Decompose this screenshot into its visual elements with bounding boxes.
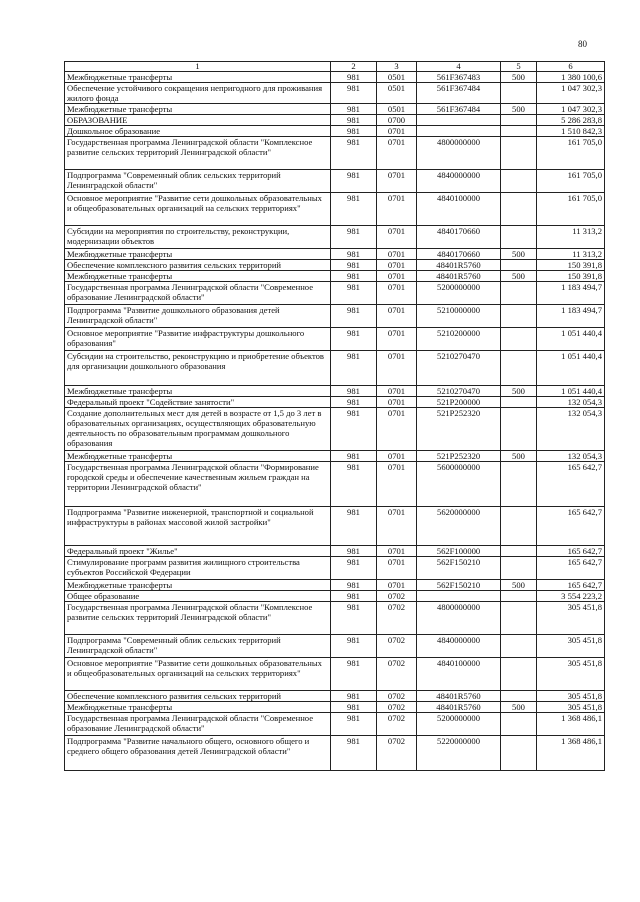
cell-grbs-code: 981: [331, 83, 377, 104]
cell-amount: 11 313,2: [537, 249, 605, 260]
cell-amount: 161 705,0: [537, 193, 605, 226]
table-row: [65, 602, 605, 635]
cell-name: Общее образование: [65, 591, 331, 602]
cell-grbs-code: 981: [331, 691, 377, 702]
cell-target-code: 4840170660: [417, 249, 501, 260]
cell-grbs-code: 981: [331, 736, 377, 771]
cell-name: Государственная программа Ленинградской области "Комплексное развитие сельских территорий Ленинградской области": [65, 137, 331, 170]
cell-name: Подпрограмма "Развитие дошкольного образования детей Ленинградской области": [65, 305, 331, 328]
table-row: [65, 546, 605, 557]
cell-name: Межбюджетные трансферты: [65, 702, 331, 713]
cell-amount: 3 554 223,2: [537, 591, 605, 602]
cell-amount: 305 451,8: [537, 702, 605, 713]
cell-grbs-code: 981: [331, 115, 377, 126]
cell-section-code: 0701: [377, 305, 417, 328]
cell-expense-type: [501, 126, 537, 137]
cell-amount: 1 380 100,6: [537, 72, 605, 83]
table-header-row: [65, 62, 605, 72]
cell-amount: 165 642,7: [537, 546, 605, 557]
cell-grbs-code: 981: [331, 226, 377, 249]
cell-expense-type: [501, 507, 537, 546]
table-row: [65, 507, 605, 546]
table-row: [65, 115, 605, 126]
table-row: [65, 305, 605, 328]
cell-section-code: 0701: [377, 462, 417, 507]
table-row: [65, 226, 605, 249]
column-header: 1: [65, 62, 331, 72]
cell-expense-type: [501, 713, 537, 736]
page-number: 80: [578, 39, 587, 49]
cell-expense-type: [501, 557, 537, 580]
cell-target-code: 5200000000: [417, 713, 501, 736]
cell-grbs-code: 981: [331, 282, 377, 305]
cell-target-code: 5620000000: [417, 507, 501, 546]
cell-target-code: [417, 115, 501, 126]
cell-amount: 1 047 302,3: [537, 104, 605, 115]
cell-expense-type: 500: [501, 451, 537, 462]
cell-amount: 132 054,3: [537, 397, 605, 408]
cell-target-code: 4840000000: [417, 170, 501, 193]
cell-grbs-code: 981: [331, 658, 377, 691]
cell-target-code: 48401R5760: [417, 271, 501, 282]
cell-target-code: [417, 591, 501, 602]
cell-expense-type: [501, 115, 537, 126]
cell-target-code: 5220000000: [417, 736, 501, 771]
cell-target-code: 5600000000: [417, 462, 501, 507]
cell-expense-type: 500: [501, 271, 537, 282]
cell-expense-type: 500: [501, 104, 537, 115]
cell-target-code: 5210270470: [417, 386, 501, 397]
cell-section-code: 0701: [377, 137, 417, 170]
cell-expense-type: [501, 260, 537, 271]
cell-expense-type: [501, 462, 537, 507]
cell-grbs-code: 981: [331, 193, 377, 226]
table-row: [65, 713, 605, 736]
cell-grbs-code: 981: [331, 137, 377, 170]
cell-section-code: 0702: [377, 602, 417, 635]
cell-section-code: 0701: [377, 193, 417, 226]
cell-grbs-code: 981: [331, 328, 377, 351]
cell-amount: 1 183 494,7: [537, 305, 605, 328]
cell-amount: 11 313,2: [537, 226, 605, 249]
cell-expense-type: 500: [501, 386, 537, 397]
cell-name: Межбюджетные трансферты: [65, 72, 331, 83]
column-header: 4: [417, 62, 501, 72]
cell-section-code: 0702: [377, 635, 417, 658]
cell-target-code: 4840100000: [417, 658, 501, 691]
cell-grbs-code: 981: [331, 351, 377, 386]
table-row: [65, 635, 605, 658]
table-row: [65, 691, 605, 702]
table-row: [65, 557, 605, 580]
cell-amount: 1 051 440,4: [537, 386, 605, 397]
cell-amount: 1 368 486,1: [537, 736, 605, 771]
cell-name: Государственная программа Ленинградской области "Современное образование Ленинградской области": [65, 282, 331, 305]
cell-target-code: 521P252320: [417, 408, 501, 451]
cell-expense-type: [501, 546, 537, 557]
cell-name: Дошкольное образование: [65, 126, 331, 137]
cell-target-code: 48401R5760: [417, 691, 501, 702]
cell-target-code: 5210200000: [417, 328, 501, 351]
cell-name: Подпрограмма "Развитие инженерной, транспортной и социальной инфраструктуры в районах массовой жилой застройки": [65, 507, 331, 546]
cell-name: Государственная программа Ленинградской области "Формирование городской среды и обеспечение качественным жильем граждан на территории Ленинградской области": [65, 462, 331, 507]
cell-expense-type: [501, 137, 537, 170]
cell-grbs-code: 981: [331, 702, 377, 713]
table-row: [65, 137, 605, 170]
cell-section-code: 0701: [377, 226, 417, 249]
cell-target-code: 562F150210: [417, 580, 501, 591]
cell-target-code: 5210270470: [417, 351, 501, 386]
cell-name: Создание дополнительных мест для детей в возрасте от 1,5 до 3 лет в образовательных организациях, осуществляющих образовательную деятельность по образовательным программам дошкольного образования: [65, 408, 331, 451]
cell-section-code: 0702: [377, 591, 417, 602]
cell-name: Подпрограмма "Развитие начального общего, основного общего и среднего общего образования детей Ленинградской области": [65, 736, 331, 771]
cell-section-code: 0701: [377, 328, 417, 351]
cell-grbs-code: 981: [331, 249, 377, 260]
cell-expense-type: 500: [501, 249, 537, 260]
cell-target-code: 521P252320: [417, 451, 501, 462]
table-row: [65, 126, 605, 137]
cell-name: Подпрограмма "Современный облик сельских территорий Ленинградской области": [65, 170, 331, 193]
cell-target-code: 48401R5760: [417, 702, 501, 713]
cell-section-code: 0701: [377, 249, 417, 260]
cell-section-code: 0701: [377, 557, 417, 580]
cell-grbs-code: 981: [331, 507, 377, 546]
cell-section-code: 0701: [377, 580, 417, 591]
cell-section-code: 0701: [377, 408, 417, 451]
cell-name: Федеральный проект "Содействие занятости": [65, 397, 331, 408]
table-row: [65, 591, 605, 602]
cell-target-code: 562F100000: [417, 546, 501, 557]
cell-amount: 150 391,8: [537, 260, 605, 271]
table-row: [65, 271, 605, 282]
cell-expense-type: [501, 305, 537, 328]
cell-amount: 1 510 842,3: [537, 126, 605, 137]
cell-amount: 305 451,8: [537, 602, 605, 635]
cell-section-code: 0701: [377, 260, 417, 271]
cell-amount: 165 642,7: [537, 557, 605, 580]
cell-name: Федеральный проект "Жилье": [65, 546, 331, 557]
cell-target-code: 4840000000: [417, 635, 501, 658]
cell-amount: 1 183 494,7: [537, 282, 605, 305]
cell-section-code: 0702: [377, 736, 417, 771]
cell-section-code: 0702: [377, 691, 417, 702]
table-row: [65, 658, 605, 691]
cell-amount: 161 705,0: [537, 137, 605, 170]
cell-grbs-code: 981: [331, 451, 377, 462]
cell-amount: 305 451,8: [537, 691, 605, 702]
cell-section-code: 0701: [377, 451, 417, 462]
cell-target-code: 521P200000: [417, 397, 501, 408]
cell-target-code: 561F367483: [417, 72, 501, 83]
cell-expense-type: [501, 282, 537, 305]
cell-target-code: 4800000000: [417, 602, 501, 635]
cell-section-code: 0701: [377, 351, 417, 386]
cell-target-code: [417, 126, 501, 137]
cell-expense-type: [501, 602, 537, 635]
cell-grbs-code: 981: [331, 271, 377, 282]
table-row: [65, 282, 605, 305]
cell-amount: 1 047 302,3: [537, 83, 605, 104]
cell-grbs-code: 981: [331, 397, 377, 408]
cell-name: Субсидии на строительство, реконструкцию и приобретение объектов для организации дошкольного образования: [65, 351, 331, 386]
cell-amount: 1 368 486,1: [537, 713, 605, 736]
cell-target-code: 4840170660: [417, 226, 501, 249]
cell-grbs-code: 981: [331, 580, 377, 591]
cell-expense-type: [501, 691, 537, 702]
cell-name: Обеспечение устойчивого сокращения непригодного для проживания жилого фонда: [65, 83, 331, 104]
cell-target-code: 48401R5760: [417, 260, 501, 271]
cell-grbs-code: 981: [331, 408, 377, 451]
cell-section-code: 0701: [377, 271, 417, 282]
cell-amount: 305 451,8: [537, 635, 605, 658]
cell-name: Межбюджетные трансферты: [65, 271, 331, 282]
cell-grbs-code: 981: [331, 546, 377, 557]
cell-amount: 1 051 440,4: [537, 328, 605, 351]
cell-amount: 165 642,7: [537, 507, 605, 546]
budget-table: [64, 61, 605, 771]
cell-grbs-code: 981: [331, 713, 377, 736]
cell-name: Обеспечение комплексного развития сельских территорий: [65, 691, 331, 702]
cell-name: Подпрограмма "Современный облик сельских территорий Ленинградской области": [65, 635, 331, 658]
cell-amount: 150 391,8: [537, 271, 605, 282]
cell-section-code: 0701: [377, 507, 417, 546]
table-body: [65, 72, 605, 771]
cell-section-code: 0701: [377, 397, 417, 408]
cell-target-code: 561F367484: [417, 104, 501, 115]
table-row: [65, 451, 605, 462]
cell-section-code: 0701: [377, 126, 417, 137]
cell-name: ОБРАЗОВАНИЕ: [65, 115, 331, 126]
table-row: [65, 104, 605, 115]
cell-target-code: 4840100000: [417, 193, 501, 226]
cell-section-code: 0701: [377, 170, 417, 193]
cell-expense-type: 500: [501, 580, 537, 591]
cell-grbs-code: 981: [331, 462, 377, 507]
table-row: [65, 83, 605, 104]
cell-name: Стимулирование программ развития жилищного строительства субъектов Российской Федерации: [65, 557, 331, 580]
cell-expense-type: 500: [501, 702, 537, 713]
cell-name: Межбюджетные трансферты: [65, 386, 331, 397]
column-header: 6: [537, 62, 605, 72]
cell-section-code: 0501: [377, 72, 417, 83]
cell-target-code: 561F367484: [417, 83, 501, 104]
cell-name: Основное мероприятие "Развитие инфраструктуры дошкольного образования": [65, 328, 331, 351]
cell-name: Государственная программа Ленинградской области "Комплексное развитие сельских территорий Ленинградской области": [65, 602, 331, 635]
cell-target-code: 562F150210: [417, 557, 501, 580]
cell-name: Межбюджетные трансферты: [65, 104, 331, 115]
cell-name: Основное мероприятие "Развитие сети дошкольных образовательных и общеобразовательных организаций на сельских территориях": [65, 193, 331, 226]
cell-amount: 132 054,3: [537, 408, 605, 451]
cell-grbs-code: 981: [331, 126, 377, 137]
cell-expense-type: 500: [501, 72, 537, 83]
cell-grbs-code: 981: [331, 591, 377, 602]
cell-expense-type: [501, 658, 537, 691]
cell-grbs-code: 981: [331, 602, 377, 635]
cell-expense-type: [501, 193, 537, 226]
cell-name: Субсидии на мероприятия по строительству, реконструкции, модернизации объектов: [65, 226, 331, 249]
cell-grbs-code: 981: [331, 557, 377, 580]
cell-name: Межбюджетные трансферты: [65, 451, 331, 462]
cell-amount: 165 642,7: [537, 580, 605, 591]
table-row: [65, 351, 605, 386]
cell-amount: 132 054,3: [537, 451, 605, 462]
cell-target-code: 4800000000: [417, 137, 501, 170]
table-row: [65, 249, 605, 260]
table-row: [65, 72, 605, 83]
cell-expense-type: [501, 591, 537, 602]
column-header: 3: [377, 62, 417, 72]
table-row: [65, 193, 605, 226]
cell-section-code: 0702: [377, 658, 417, 691]
table-row: [65, 408, 605, 451]
cell-grbs-code: 981: [331, 386, 377, 397]
cell-expense-type: [501, 736, 537, 771]
cell-grbs-code: 981: [331, 305, 377, 328]
cell-target-code: 5200000000: [417, 282, 501, 305]
cell-expense-type: [501, 83, 537, 104]
cell-amount: 161 705,0: [537, 170, 605, 193]
cell-expense-type: [501, 328, 537, 351]
table-row: [65, 702, 605, 713]
cell-name: Межбюджетные трансферты: [65, 580, 331, 591]
cell-section-code: 0501: [377, 83, 417, 104]
table-row: [65, 386, 605, 397]
column-header: 2: [331, 62, 377, 72]
cell-target-code: 5210000000: [417, 305, 501, 328]
cell-amount: 305 451,8: [537, 658, 605, 691]
table-row: [65, 462, 605, 507]
cell-grbs-code: 981: [331, 260, 377, 271]
cell-section-code: 0702: [377, 713, 417, 736]
cell-name: Межбюджетные трансферты: [65, 249, 331, 260]
cell-name: Обеспечение комплексного развития сельских территорий: [65, 260, 331, 271]
cell-amount: 165 642,7: [537, 462, 605, 507]
cell-expense-type: [501, 351, 537, 386]
cell-amount: 1 051 440,4: [537, 351, 605, 386]
cell-section-code: 0501: [377, 104, 417, 115]
table-row: [65, 328, 605, 351]
cell-name: Основное мероприятие "Развитие сети дошкольных образовательных и общеобразовательных организаций на сельских территориях": [65, 658, 331, 691]
table-row: [65, 170, 605, 193]
cell-expense-type: [501, 397, 537, 408]
cell-grbs-code: 981: [331, 72, 377, 83]
cell-section-code: 0702: [377, 702, 417, 713]
cell-amount: 5 286 283,8: [537, 115, 605, 126]
cell-grbs-code: 981: [331, 635, 377, 658]
table-row: [65, 397, 605, 408]
cell-section-code: 0701: [377, 282, 417, 305]
cell-grbs-code: 981: [331, 104, 377, 115]
table-row: [65, 260, 605, 271]
cell-expense-type: [501, 408, 537, 451]
cell-section-code: 0700: [377, 115, 417, 126]
column-header: 5: [501, 62, 537, 72]
table-row: [65, 736, 605, 771]
cell-expense-type: [501, 170, 537, 193]
cell-name: Государственная программа Ленинградской области "Современное образование Ленинградской области": [65, 713, 331, 736]
cell-expense-type: [501, 635, 537, 658]
cell-expense-type: [501, 226, 537, 249]
cell-section-code: 0701: [377, 546, 417, 557]
cell-section-code: 0701: [377, 386, 417, 397]
cell-grbs-code: 981: [331, 170, 377, 193]
table-row: [65, 580, 605, 591]
